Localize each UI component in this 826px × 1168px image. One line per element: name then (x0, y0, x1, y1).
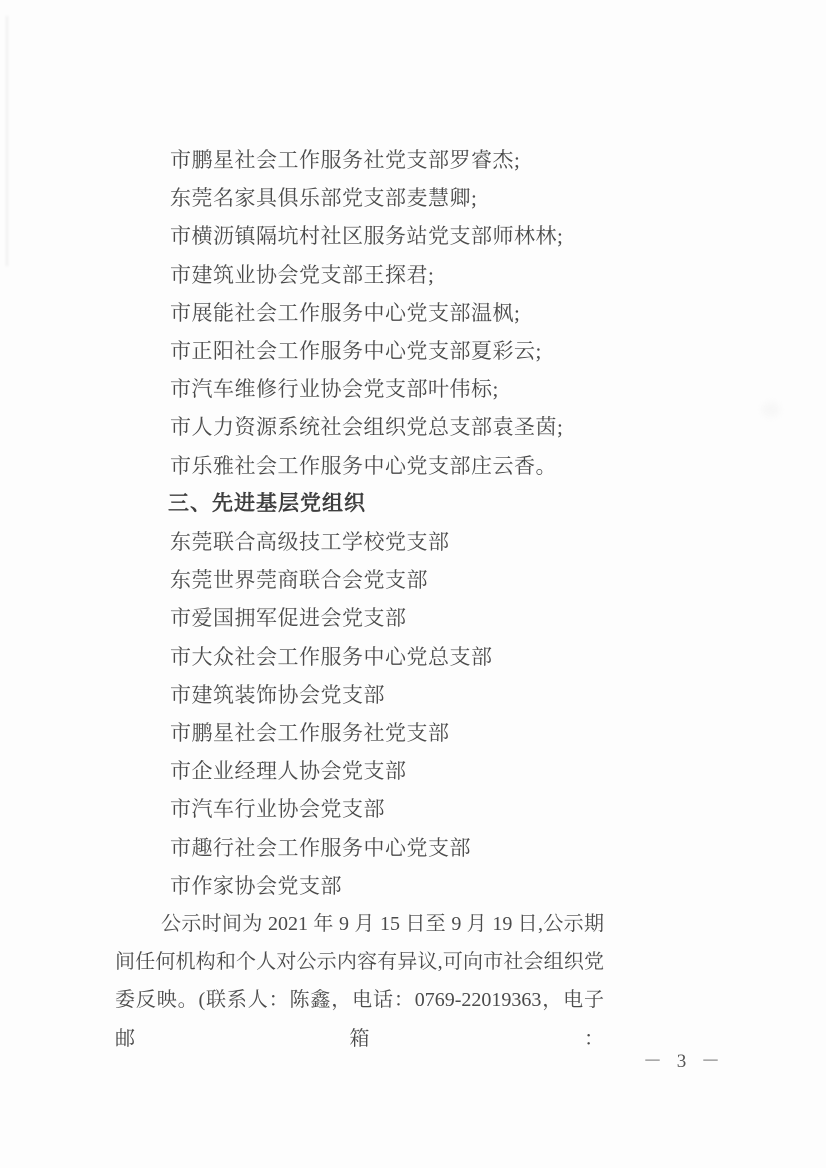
page-number: － 3 － (643, 1051, 726, 1072)
list-item: 东莞联合高级技工学校党支部 (170, 530, 450, 555)
list-item: 市爱国拥军促进会党支部 (170, 606, 407, 631)
list-item: 市建筑装饰协会党支部 (170, 682, 385, 707)
list-item: 市作家协会党支部 (170, 873, 342, 898)
scan-smudge-artifact (762, 402, 780, 417)
list-item: 市汽车维修行业协会党支部叶伟标; (170, 377, 499, 402)
list-item: 市建筑业协会党支部王探君; (170, 262, 435, 287)
list-item: 市横沥镇隔坑村社区服务站党支部师林林; (170, 224, 564, 249)
list-item: 市企业经理人协会党支部 (170, 759, 407, 784)
list-item: 市趣行社会工作服务中心党支部 (170, 835, 471, 860)
scan-edge-artifact (6, 16, 8, 266)
list-item: 市大众社会工作服务中心党总支部 (170, 644, 493, 669)
list-item: 市乐雅社会工作服务中心党支部庄云香。 (170, 453, 557, 478)
list-item: 市汽车行业协会党支部 (170, 797, 385, 822)
section-heading: 三、先进基层党组织 (168, 491, 366, 515)
list-item: 市展能社会工作服务中心党支部温枫; (170, 300, 521, 325)
list-item: 市人力资源系统社会组织党总支部袁圣茵; (170, 415, 564, 440)
closing-paragraph: 公示时间为 2021 年 9 月 15 日至 9 月 19 日,公示期间任何机构和个人对公示内容有异议,可向市社会组织党委反映。(联系人：陈鑫，电话：0769-22019363，电子邮箱： (115, 913, 604, 1050)
list-item: 市鹏星社会工作服务社党支部 (170, 721, 450, 746)
list-item: 市正阳社会工作服务中心党支部夏彩云; (170, 339, 542, 364)
list-item: 市鹏星社会工作服务社党支部罗睿杰; (170, 148, 521, 172)
list-item: 东莞世界莞商联合会党支部 (170, 568, 428, 593)
list-item: 东莞名家具俱乐部党支部麦慧卿; (170, 186, 478, 211)
document-body (115, 141, 604, 1058)
